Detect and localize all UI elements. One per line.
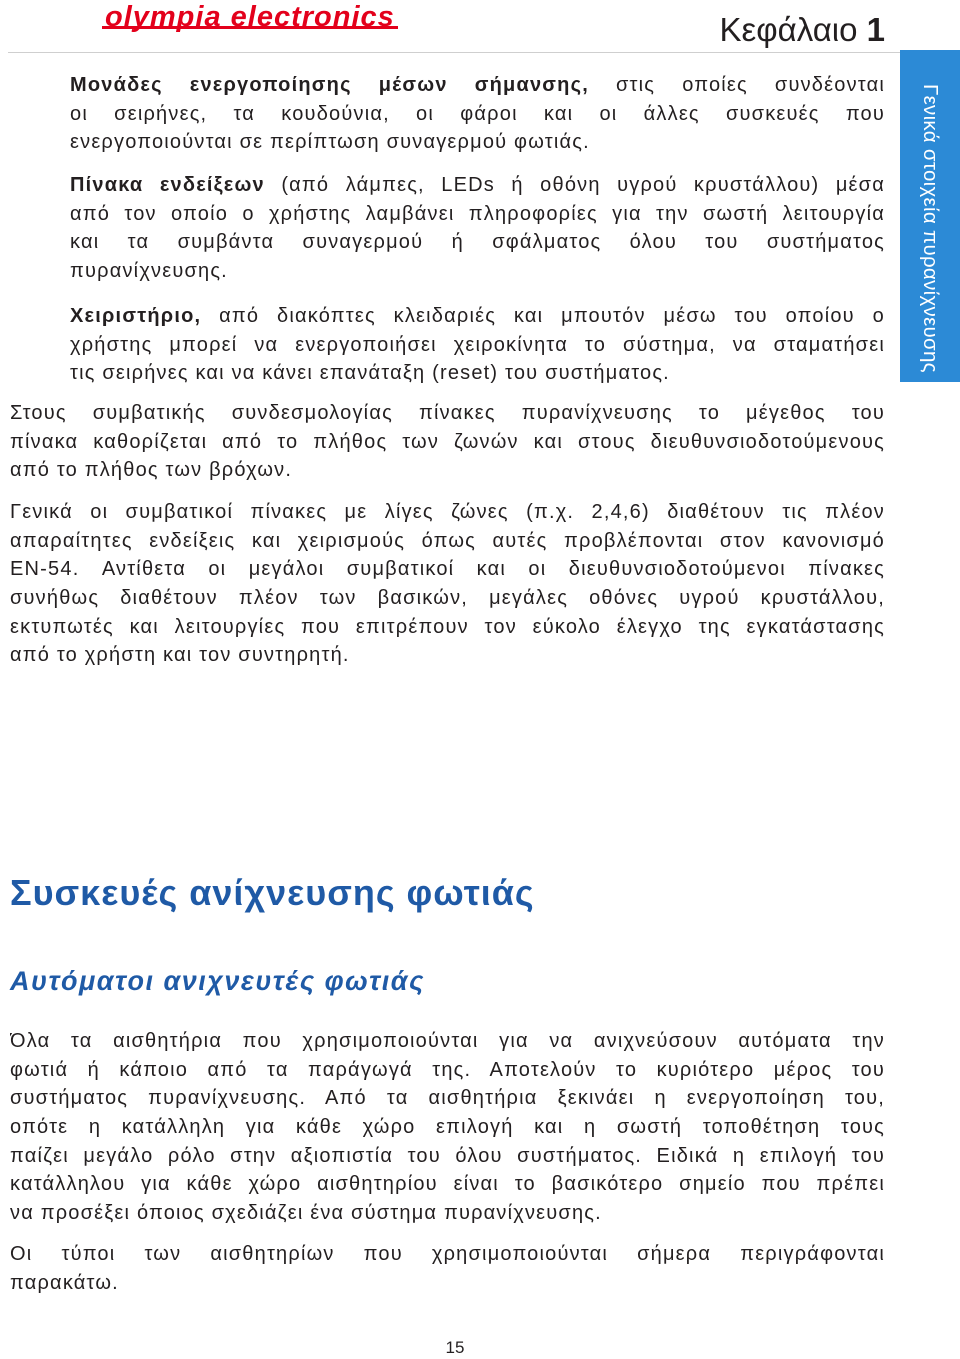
text-line: [70, 302, 885, 331]
brand-logo: olympia electronics: [105, 1, 395, 33]
text-line: Οι τύποι των αισθητηρίων που χρησιμοποιούνται σήμερα περιγράφονται: [10, 1243, 885, 1265]
side-tab: [900, 50, 960, 382]
text-line: από το χρήστη και τον συντηρητή.: [10, 644, 350, 667]
paragraph: [10, 1240, 885, 1297]
definition-term: Πίνακα ενδείξεων: [70, 174, 265, 196]
text-line: απαραίτητες ενδείξεις και χειρισμούς όπως αυτές προβλέπονται στον κανονισμό: [10, 529, 885, 552]
text-line: από τον οποίο ο χρήστης λαμβάνει πληροφορίες για την σωστή λειτουργία: [70, 202, 885, 225]
text-line: φωτιά ή κάποιο από τα παράγωγά της. Αποτελούν το κυριότερο μέρος του: [10, 1058, 885, 1081]
definition-item: [70, 302, 885, 388]
text-line: χρήστης μπορεί να ενεργοποιήσει χειροκίνητα το σύστημα, να σταματήσει: [70, 333, 885, 356]
definition-item: [70, 71, 885, 157]
text-line: [70, 171, 885, 200]
text-line: πίνακα καθορίζεται από το πλήθος των ζωνών και στους διευθυνσιοδοτούμενους: [10, 430, 885, 453]
section-subheading: Αυτόματοι ανιχνευτές φωτιάς: [10, 966, 425, 996]
chapter-title: [720, 10, 886, 50]
paragraph: [10, 399, 885, 485]
text-line: συστήματος πυρανίχνευσης. Από τα αισθητήρια ξεκινάει η ενεργοποίηση του,: [10, 1087, 885, 1110]
paragraph: [10, 498, 885, 670]
header-rule: [8, 52, 900, 53]
text-line: κατάλληλου για κάθε χώρο αισθητηρίου είναι το βασικότερο σημείο που πρέπει: [10, 1173, 885, 1196]
text-line: παίζει μεγάλο ρόλο στην αξιοπιστία του όλου συστήματος. Ειδικά η επιλογή του: [10, 1144, 885, 1167]
text-line: εκτυπωτές και λειτουργίες που επιτρέπουν τον εύκολο έλεγχο της εγκατάστασης: [10, 615, 885, 638]
text-line: οι σειρήνες, τα κουδούνια, οι φάροι και οι άλλες συσκευές που: [70, 102, 885, 125]
text-line: να προσέξει όποιος σχεδιάζει ένα σύστημα πυρανίχνευσης.: [10, 1202, 602, 1225]
paragraph: [10, 1027, 885, 1228]
definition-term: Μονάδες ενεργοποίησης μέσων σήμανσης,: [70, 74, 589, 96]
text-line: παρακάτω.: [10, 1271, 119, 1294]
side-tab-label: Γενικά στοιχεία πυρανίχνευσης: [919, 84, 942, 373]
page-number: 15: [445, 1338, 465, 1357]
text-line: από το πλήθος των βρόχων.: [10, 459, 293, 482]
text-line: Όλα τα αισθητήρια που χρησιμοποιούνται για να ανιχνεύσουν αυτόματα την: [10, 1030, 885, 1052]
text-fragment: στις οποίες συνδέονται: [616, 74, 885, 96]
text-line: οπότε η κατάλληλη για κάθε χώρο επιλογή και η σωστή τοποθέτηση τους: [10, 1116, 885, 1139]
text-line: και τα συμβάντα συναγερμού ή σφάλματος όλου του συστήματος: [70, 231, 885, 254]
text-line: [70, 71, 885, 100]
chapter-number: 1: [866, 11, 885, 48]
text-fragment: (από λάμπες, LEDs ή οθόνη υγρού κρυστάλλου) μέσα: [281, 174, 885, 196]
text-line: EN-54. Αντίθετα οι μεγάλοι συμβατικοί και οι διευθυνσιοδοτούμενοι πίνακες: [10, 558, 885, 581]
section-heading: Συσκευές ανίχνευσης φωτιάς: [10, 872, 535, 913]
text-line: συνήθως διαθέτουν πλέον των βασικών, μεγάλες οθόνες υγρού κρυστάλλου,: [10, 587, 885, 610]
definition-item: [70, 171, 885, 286]
text-line: ενεργοποιούνται σε περίπτωση συναγερμού φωτιάς.: [70, 131, 590, 154]
definition-term: Χειριστήριο,: [70, 305, 202, 327]
text-line: Γενικά οι συμβατικοί πίνακες με λίγες ζώνες (π.χ. 2,4,6) διαθέτουν τις πλέον: [10, 501, 885, 523]
chapter-label: Κεφάλαιο: [719, 11, 858, 48]
text-line: τις σειρήνες και να κάνει επανάταξη (reset) του συστήματος.: [70, 362, 670, 385]
text-line: πυρανίχνευσης.: [70, 260, 228, 283]
text-fragment: από διακόπτες κλειδαριές και μπουτόν μέσω του οποίου ο: [219, 305, 885, 327]
text-line: Στους συμβατικής συνδεσμολογίας πίνακες πυρανίχνευσης το μέγεθος του: [10, 402, 885, 424]
